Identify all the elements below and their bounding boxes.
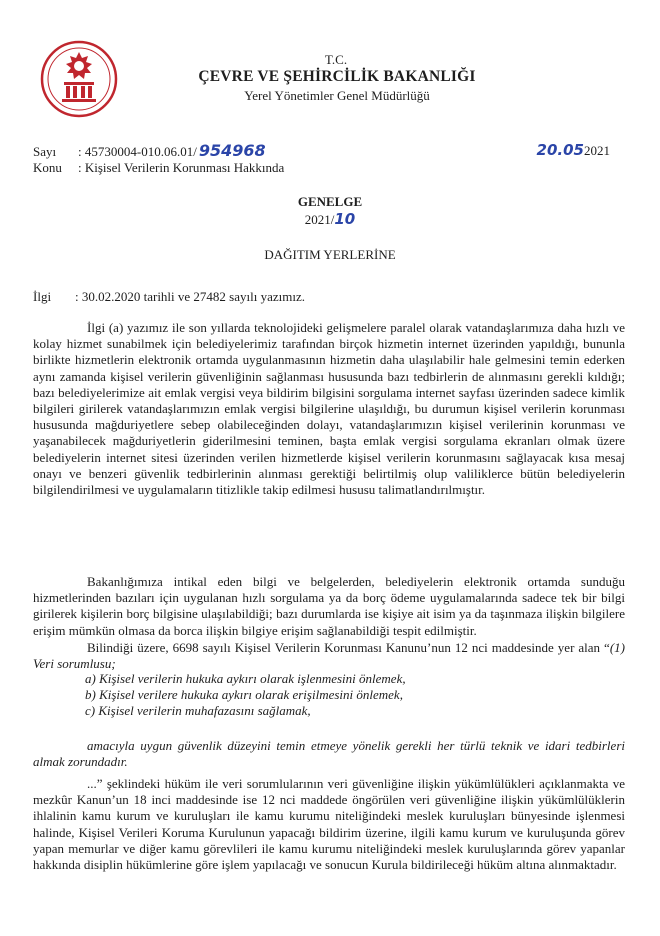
- ilgi-value: : 30.02.2020 tarihli ve 27482 sayılı yazımız.: [75, 289, 305, 304]
- ministry-name: ÇEVRE VE ŞEHİRCİLİK BAKANLIĞI: [198, 68, 476, 85]
- date-handwritten: 20.05: [536, 141, 584, 159]
- paragraph-2: [33, 574, 625, 639]
- law-article-closing: amacıyla uygun güvenlik düzeyini temin etmeye yönelik gerekli her türlü teknik ve idari tedbirleri almak zorundadır.: [33, 738, 625, 770]
- directorate-name: Yerel Yönetimler Genel Müdürlüğü: [244, 88, 430, 103]
- genelge-title: GENELGE: [297, 194, 363, 209]
- date-year: 2021: [584, 143, 610, 158]
- law-article-list: [85, 671, 406, 720]
- paragraph-4-text: ...” şeklindeki hüküm ile veri sorumlularının veri güvenliğine ilişkin yükümlülükleri açıklanmakta ve mezkûr Kanun’un 18 inci maddesinde ise 12 nci maddede öngörülen veri güvenliğine ilişkin yükümlülüklerin ihlalinin kamu kurum ve kuruluşları ile kamu kurumu niteliğindeki meslek kuruluşları bünyesinde işlenmesi halinde, Kişisel Verileri Koruma Kurulunun yapacağı bildirim üzerine, ilgili kamu kurum ve kuruluşunda görev yapan memurlar ve diğer kamu görevlileri ile kamu kurumu niteliğindeki meslek kuruluşlarında görev yapanlar hakkında disiplin hükümlerine göre işlem yapılacağı ve sonucun Kurula bildirileceği hüküm altına alınmaktadır.: [33, 776, 625, 873]
- paragraph-1: [33, 320, 625, 498]
- sayi-value: : 45730004-010.06.01/: [78, 144, 197, 159]
- ilgi-label: İlgi: [33, 289, 52, 304]
- document-date: [537, 141, 610, 159]
- header-tc: T.C.: [324, 52, 348, 67]
- sayi-handwritten: 954968: [198, 141, 266, 160]
- list-item: a) Kişisel verilerin hukuka aykırı olarak işlenmesini önlemek,: [85, 671, 406, 686]
- genelge-number-prefix: 2021/: [304, 212, 335, 227]
- paragraph-3-lead: Bilindiği üzere, 6698 sayılı Kişisel Verilerin Korunması Kanunu’nun 12 nci maddesinde yer alan “: [87, 640, 610, 655]
- sayi-line: [33, 141, 266, 160]
- genelge-number-handwritten: 10: [334, 210, 356, 228]
- distribution-heading: DAĞITIM YERLERİNE: [264, 247, 396, 262]
- list-item: b) Kişisel verilere hukuka aykırı olarak erişilmesini önlemek,: [85, 687, 403, 703]
- paragraph-3: [33, 640, 625, 672]
- ilgi-line: [33, 289, 305, 305]
- list-item: c) Kişisel verilerin muhafazasını sağlamak,: [85, 703, 311, 719]
- paragraph-4: [33, 776, 625, 873]
- genelge-number: [0, 210, 660, 228]
- paragraph-2-text: Bakanlığımıza intikal eden bilgi ve belgelerden, belediyelerin elektronik ortamda sunduğu hizmetlerinden bazıları için uygulanan hızlı sorgulama ya da borç ödeme uygulamalarında sadece tek bir bilgi girilerek kişilerin borç bilgisine ulaşılabildiği; bazı durumlarda ise kişiye ait isim ya da taşınmaza ilişkin bilgilere erişim mümkün olmasa da borca ilişkin bilgiye erişim sağlanabildiği tespit edilmiştir.: [33, 574, 625, 638]
- konu-value: : Kişisel Verilerin Korunması Hakkında: [78, 160, 285, 175]
- sayi-label: Sayı: [33, 144, 57, 159]
- paragraph-3-text: [33, 640, 625, 672]
- konu-line: [33, 160, 284, 176]
- paragraph-1-text: İlgi (a) yazımız ile son yıllarda teknolojideki gelişmelere paralel olarak vatandaşlarımıza daha hızlı ve kolay hizmet sunabilmek için belediyelerimiz tarafından birçok hizmetin internet üzerinden yapıldığı, bununla birlikte hizmetlerin elektronik ortamda uygulanmasının hizmetin daha ulaşılabilir hale gelmesini temin ederken aynı zamanda kişisel verilerin güvenliğinin sağlanması hususunda bazı tedbirlerin de alınmasını gerekli kıldığı; bazı belediyelerimize ait emlak vergisi veya bildirim bilgisini sorgulama internet sayfası üzerinden sadece kimlik bilgileri girilerek vatandaşlarımızın emlak vergisi bilgilerine ulaşıldığı, bu durumun kişisel verilerin korunması hususunda mağduriyetlere sebep olabileceğinden dolayı, vatandaşlarımızın kişisel verilerinin korunması ve yaşanabilecek mağduriyetlerin giderilmesini teminen, başta emlak vergisi sorgulama ekranları olmak üzere belediyelerin internet sitesi üzerinden verilen hizmetlerde kişisel verilerin korunmasını sağlayacak kısa mesaj onayı ve benzeri güvenlik tedbirlerinin alınması gerektiği belirtilmiş olup valiliklerce bütün belediyelerin bilgilendirilmesi ve uygulamaların titizlikle takip edilmesi hususu talimatlandırılmıştır.: [33, 320, 625, 498]
- paragraph-3-quote: (1) Veri sorumlusu;: [33, 640, 625, 672]
- konu-label: Konu: [33, 160, 62, 175]
